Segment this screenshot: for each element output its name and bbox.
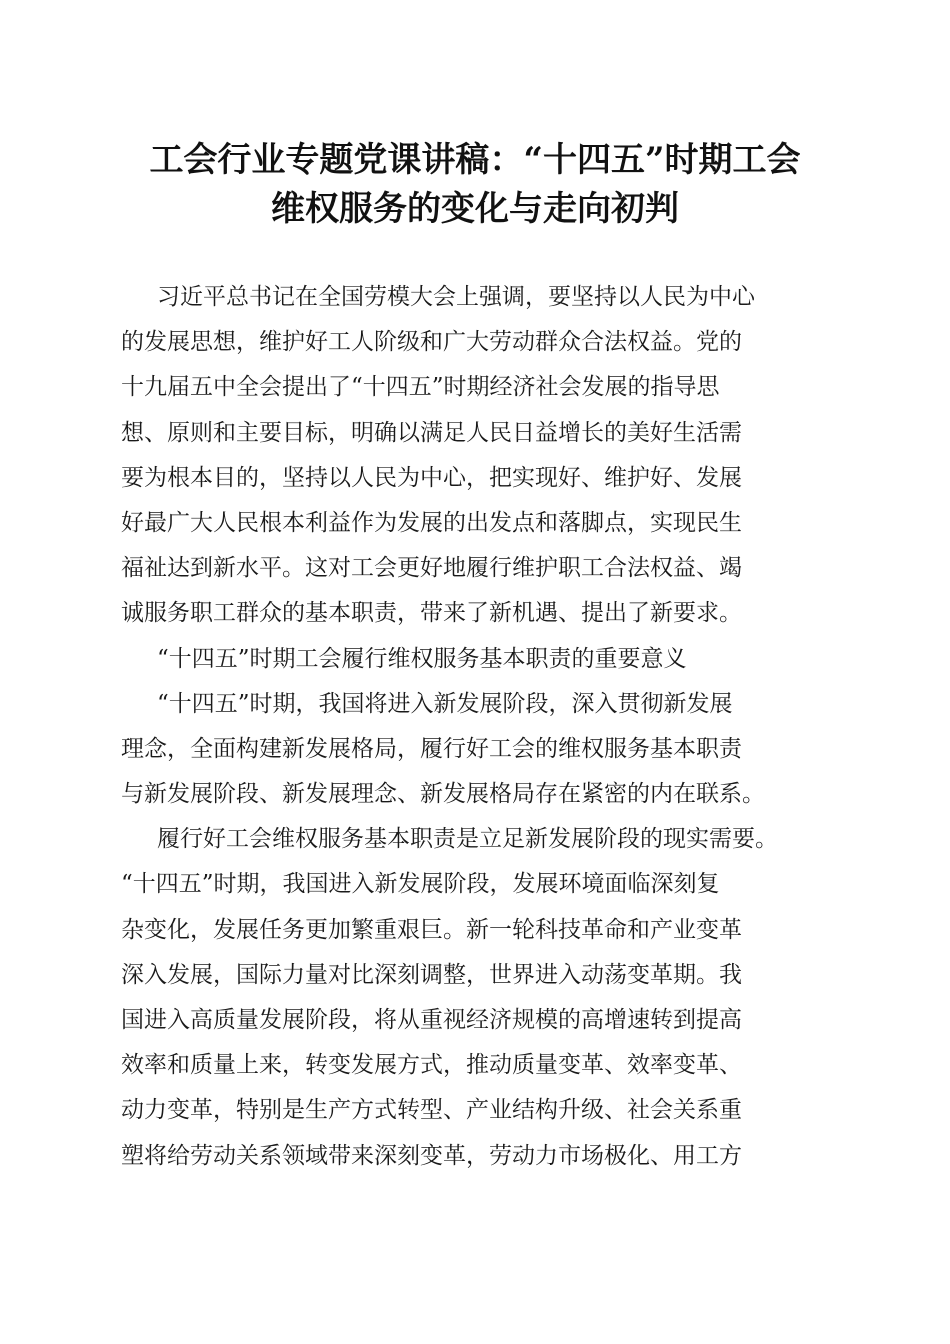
text-line: 诚服务职工群众的基本职责，带来了新机遇、提出了新要求。: [121, 600, 742, 627]
document-body: [121, 275, 841, 1179]
paragraph-intro: [121, 275, 841, 637]
document-title: [0, 136, 950, 234]
paragraph-practical-need: [121, 817, 841, 1179]
text-line: 好最广大人民根本利益作为发展的出发点和落脚点，实现民生: [121, 509, 742, 536]
text-line: 效率和质量上来，转变发展方式，推动质量变革、效率变革、: [121, 1052, 742, 1079]
text-line: 的发展思想，维护好工人阶级和广大劳动群众合法权益。党的: [121, 329, 742, 356]
text-line: 理念，全面构建新发展格局，履行好工会的维权服务基本职责: [121, 735, 742, 762]
text-line: “十四五”时期工会履行维权服务基本职责的重要意义: [157, 645, 687, 672]
text-line: 习近平总书记在全国劳模大会上强调，要坚持以人民为中心: [157, 284, 755, 310]
text-line: “十四五”时期，我国将进入新发展阶段，深入贯彻新发展: [157, 690, 733, 717]
text-line: “十四五”时期，我国进入新发展阶段，发展环境面临深刻复: [121, 871, 720, 898]
text-line: 深入发展，国际力量对比深刻调整，世界进入动荡变革期。我: [121, 961, 742, 988]
title-line-1: 工会行业专题党课讲稿：“十四五”时期工会: [149, 140, 801, 180]
text-line: 十九届五中全会提出了“十四五”时期经济社会发展的指导思: [121, 374, 720, 401]
text-line: 与新发展阶段、新发展理念、新发展格局存在紧密的内在联系。: [121, 781, 765, 808]
section-heading: [121, 637, 841, 682]
title-line-2: 维权服务的变化与走向初判: [271, 189, 679, 229]
text-line: 想、原则和主要目标，明确以满足人民日益增长的美好生活需: [121, 419, 742, 446]
text-line: 履行好工会维权服务基本职责是立足新发展阶段的现实需要。: [157, 826, 778, 853]
text-line: 国进入高质量发展阶段，将从重视经济规模的高增速转到提高: [121, 1007, 742, 1033]
text-line: 要为根本目的，坚持以人民为中心，把实现好、维护好、发展: [121, 464, 742, 491]
text-line: 杂变化，发展任务更加繁重艰巨。新一轮科技革命和产业变革: [121, 916, 742, 943]
text-line: 塑将给劳动关系领域带来深刻变革，劳动力市场极化、用工方: [121, 1142, 742, 1169]
paragraph-new-stage: [121, 682, 841, 818]
text-line: 动力变革，特别是生产方式转型、产业结构升级、社会关系重: [121, 1097, 742, 1124]
text-line: 福祉达到新水平。这对工会更好地履行维护职工合法权益、竭: [121, 555, 742, 582]
